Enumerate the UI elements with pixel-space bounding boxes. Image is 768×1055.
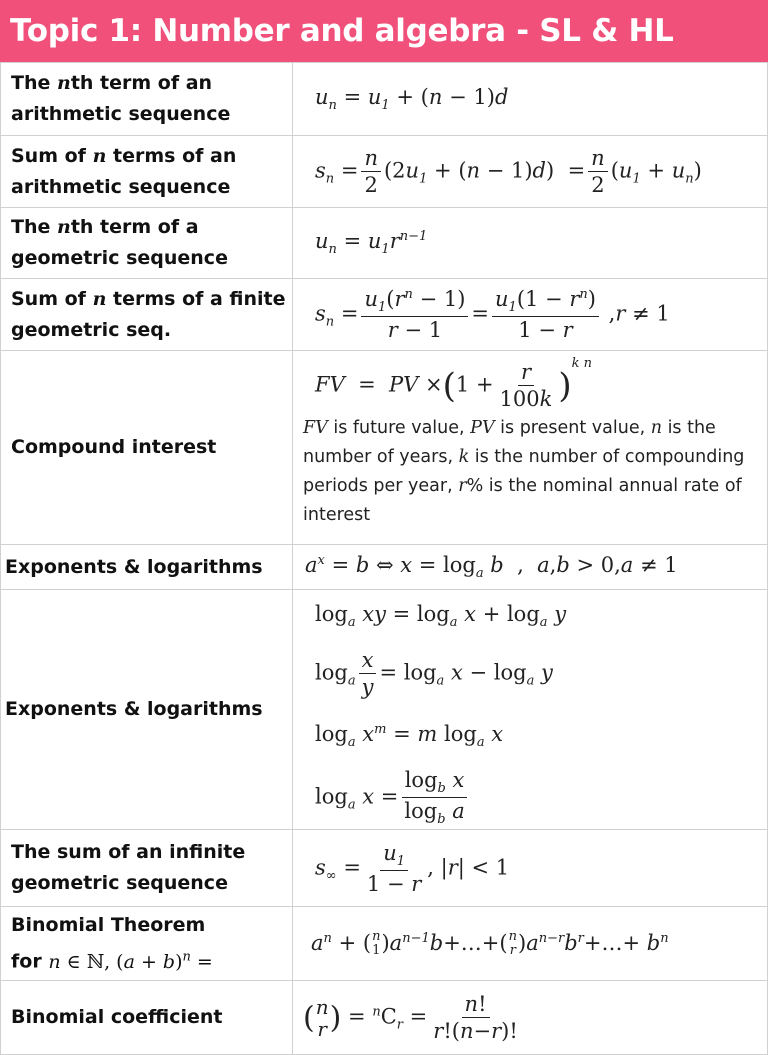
row-label: Exponents & logarithms — [1, 545, 293, 590]
log-product-rule: $\log_a$ xy = $\log_a x + \log_a y$ — [315, 602, 567, 631]
row-label: Binomial Theorem for n ∈ ℕ, $(a + b)^n$ = — [1, 907, 293, 981]
row-label: Binomial coefficient — [1, 981, 293, 1055]
compound-interest-formula: FV = PV ×(1 + $\frac{r}{100k}$ )$^{k n}$ — [315, 356, 593, 411]
formula-table — [0, 62, 768, 1055]
arithmetic-nth-term-formula: $u_n = u_1 + (n - 1)d$ — [293, 63, 768, 136]
table-row — [1, 590, 768, 830]
exponent-log-definition-formula: $a^x = b$ ⇔ $x = \log_a b$ , a,b > 0,a ≠ 1 — [293, 545, 768, 590]
binomial-theorem-formula: $a^n$ + ( n 1 )$a^{n-1}b+\dots+$( n r )$a^{n-r}b^r+\dots+ b^n$ — [293, 907, 768, 981]
table-row — [1, 136, 768, 208]
table-row — [1, 279, 768, 351]
row-label: Exponents & logarithms — [1, 590, 293, 830]
binomial-coefficient-formula: ( n r ) = $^nC_r$ = $\frac{n!}{r!(n-r)!}$ — [293, 981, 768, 1055]
table-row — [1, 351, 768, 545]
geometric-infinite-sum-formula: $s_\infty$ = $\frac{u_1}{1 - r}$ , |r| < 1 — [293, 830, 768, 907]
log-quotient-rule: $\log_a$ $\frac{x}{y}$ = $\log_a x - \log_a y$ — [315, 648, 553, 700]
table-row — [1, 545, 768, 590]
table-row — [1, 907, 768, 981]
table-row — [1, 981, 768, 1055]
geometric-nth-term-formula: $u_n = u_1r^{n-1}$ — [293, 208, 768, 279]
row-label: The nth term of a geometric sequence — [1, 208, 293, 279]
geometric-finite-sum-formula: $s_n$ = $\frac{u_1(r^n - 1)}{r - 1}$ = $\frac{u_1(1 - r^n)}{1 - r}$ ,r ≠ 1 — [293, 279, 768, 351]
page-title: Topic 1: Number and algebra - SL & HL — [0, 0, 768, 62]
log-power-rule: $\log_a x^m = m$ $\log_a x$ — [315, 721, 504, 750]
compound-interest-cell — [293, 351, 768, 545]
log-laws-formulas — [293, 590, 768, 830]
row-label: The nth term of an arithmetic sequence — [1, 63, 293, 136]
log-change-of-base-rule: $\log_a x$ = $\frac{\log_b x}{\log_b a}$ — [315, 767, 767, 830]
table-row — [1, 208, 768, 279]
table-row — [1, 63, 768, 136]
row-label: Compound interest — [1, 351, 293, 545]
row-label: The sum of an infinite geometric sequence — [1, 830, 293, 907]
table-row — [1, 830, 768, 907]
row-label: Sum of n terms of an arithmetic sequence — [1, 136, 293, 208]
compound-interest-note: FV is future value, PV is present value, n is the number of years, k is the number of compounding periods per year, r% is the nominal annual rate of interest — [303, 418, 745, 526]
row-label: Sum of n terms of a finite geometric seq. — [1, 279, 293, 351]
arithmetic-sum-formula: $s_n$ = $\frac{n}{2}$ $(2u_1 + (n - 1)d)$ = $\frac{n}{2}$ $(u_1 + u_n)$ — [293, 136, 768, 208]
